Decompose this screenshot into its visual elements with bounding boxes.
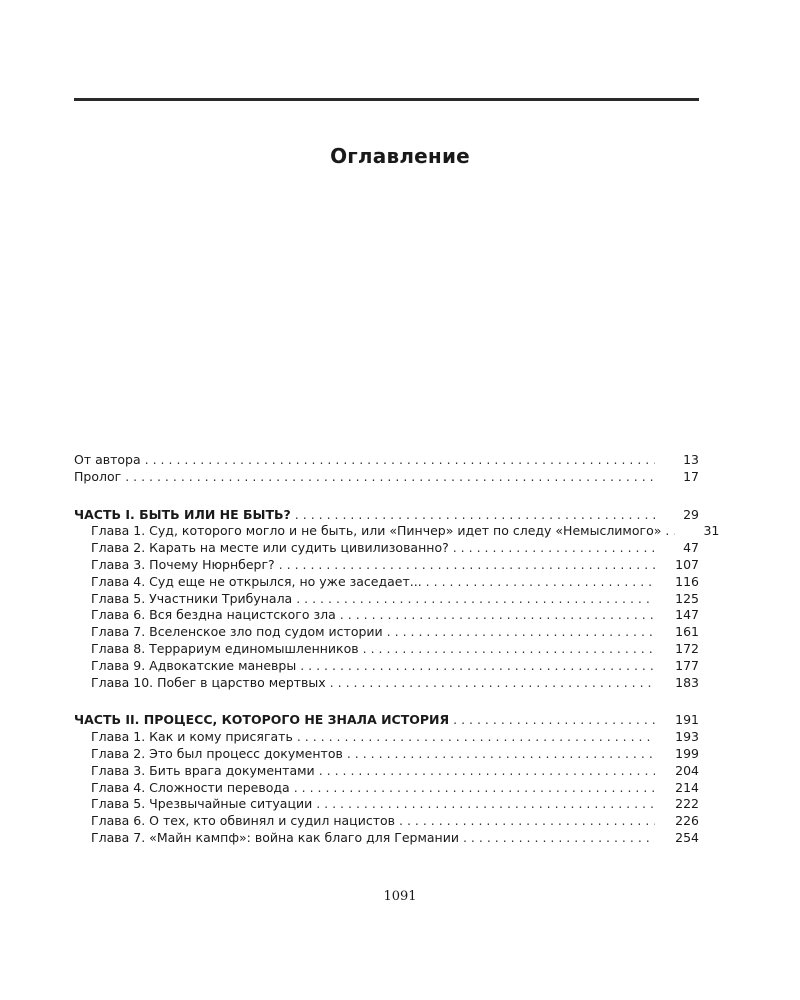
toc-chapter-label: Глава 7. «Майн кампф»: война как благо для Германии xyxy=(91,829,459,845)
toc-chapter[interactable] xyxy=(74,574,699,591)
toc-chapter-page: 47 xyxy=(683,540,699,556)
dot-leader xyxy=(387,624,655,641)
toc-chapter[interactable] xyxy=(74,557,699,574)
toc-chapter-label: Глава 1. Суд, которого могло и не быть, или «Пинчер» идет по следу «Немыслимого» xyxy=(91,523,662,539)
toc-chapter[interactable] xyxy=(74,591,699,608)
toc-chapter-label: Глава 5. Чрезвычайные ситуации xyxy=(91,796,313,812)
toc-chapter[interactable] xyxy=(74,675,699,692)
dot-leader xyxy=(363,641,655,658)
toc-chapter-label: Глава 2. Это был процесс документов xyxy=(91,745,343,761)
toc-entry-label: От автора xyxy=(74,452,141,467)
toc-chapter[interactable] xyxy=(74,641,699,658)
dot-leader xyxy=(145,452,655,469)
toc-chapter-label: Глава 5. Участники Трибунала xyxy=(91,590,293,606)
dot-leader xyxy=(426,574,655,591)
toc-chapter[interactable] xyxy=(74,796,699,813)
toc-chapter-label: Глава 7. Вселенское зло под судом истории xyxy=(91,624,383,640)
toc-chapter-label: Глава 4. Сложности перевода xyxy=(91,779,290,795)
toc-chapter[interactable] xyxy=(74,729,699,746)
dot-leader xyxy=(399,813,655,830)
dot-leader xyxy=(295,507,655,524)
toc-chapter[interactable] xyxy=(74,624,699,641)
dot-leader xyxy=(316,796,655,813)
dot-leader xyxy=(125,469,655,486)
page-number: 1091 xyxy=(383,889,417,904)
toc-chapter[interactable] xyxy=(74,763,699,780)
toc-chapter[interactable] xyxy=(74,658,699,675)
toc-chapter-label: Глава 2. Карать на месте или судить цивилизованно? xyxy=(91,540,449,556)
dot-leader xyxy=(665,523,675,540)
toc-chapter-label: Глава 3. Почему Нюрнберг? xyxy=(91,556,275,572)
toc-part-label: ЧАСТЬ I. БЫТЬ ИЛИ НЕ БЫТЬ? xyxy=(74,506,291,522)
toc-entry-page: 13 xyxy=(683,452,699,467)
header-rule xyxy=(74,98,699,101)
toc-chapter-page: 214 xyxy=(675,779,699,795)
toc-chapter[interactable] xyxy=(74,523,720,540)
toc-chapter-label: Глава 4. Суд еще не открылся, но уже заседает... xyxy=(91,573,422,589)
toc-chapter-page: 222 xyxy=(675,796,699,812)
toc-chapter[interactable] xyxy=(74,540,699,557)
dot-leader xyxy=(319,763,655,780)
dot-leader xyxy=(296,591,655,608)
dot-leader xyxy=(300,658,655,675)
dot-leader xyxy=(297,729,655,746)
toc-part-1[interactable] xyxy=(74,507,699,524)
toc-chapter-page: 226 xyxy=(675,813,699,829)
dot-leader xyxy=(330,675,655,692)
toc-part-page: 191 xyxy=(675,712,699,728)
toc-chapter-page: 31 xyxy=(703,523,720,539)
toc-chapter-page: 107 xyxy=(675,556,699,572)
toc-chapter[interactable] xyxy=(74,780,699,797)
toc-chapter-page: 199 xyxy=(675,745,699,761)
toc-entry-page: 17 xyxy=(683,468,699,484)
toc-part-page: 29 xyxy=(683,506,699,522)
toc-chapter-label: Глава 1. Как и кому присягать xyxy=(91,729,293,745)
toc-chapter-page: 193 xyxy=(675,729,699,745)
toc-entry-prologue[interactable] xyxy=(74,469,699,486)
table-of-contents xyxy=(74,452,720,847)
toc-chapter[interactable] xyxy=(74,607,699,624)
dot-leader xyxy=(463,830,655,847)
toc-chapter-page: 254 xyxy=(675,829,699,845)
toc-chapter-label: Глава 3. Бить врага документами xyxy=(91,762,315,778)
toc-entry-author-note[interactable] xyxy=(74,452,699,469)
toc-chapter-label: Глава 6. О тех, кто обвинял и судил нацистов xyxy=(91,813,395,829)
toc-chapter-page: 125 xyxy=(675,590,699,606)
toc-chapter-page: 116 xyxy=(675,573,699,589)
page-title: Оглавление xyxy=(330,144,470,168)
dot-leader xyxy=(453,540,655,557)
toc-chapter-label: Глава 9. Адвокатские маневры xyxy=(91,657,297,673)
dot-leader xyxy=(279,557,655,574)
toc-part-2[interactable] xyxy=(74,712,699,729)
dot-leader xyxy=(453,712,655,729)
toc-chapter-page: 204 xyxy=(675,762,699,778)
toc-chapter-label: Глава 8. Террариум единомышленников xyxy=(91,640,359,656)
toc-chapter-page: 177 xyxy=(675,657,699,673)
toc-chapter[interactable] xyxy=(74,746,699,763)
toc-chapter-label: Глава 10. Побег в царство мертвых xyxy=(91,674,326,690)
toc-part-label: ЧАСТЬ II. ПРОЦЕСС, КОТОРОГО НЕ ЗНАЛА ИСТОРИЯ xyxy=(74,712,450,728)
toc-chapter-page: 161 xyxy=(675,624,699,640)
dot-leader xyxy=(294,780,655,797)
toc-chapter-page: 183 xyxy=(675,674,699,690)
dot-leader xyxy=(340,607,655,624)
toc-chapter[interactable] xyxy=(74,830,699,847)
toc-chapter-page: 172 xyxy=(675,640,699,656)
dot-leader xyxy=(347,746,655,763)
toc-chapter-page: 147 xyxy=(675,607,699,623)
toc-chapter[interactable] xyxy=(74,813,699,830)
toc-entry-label: Пролог xyxy=(74,468,122,484)
toc-chapter-label: Глава 6. Вся бездна нацистского зла xyxy=(91,607,336,623)
